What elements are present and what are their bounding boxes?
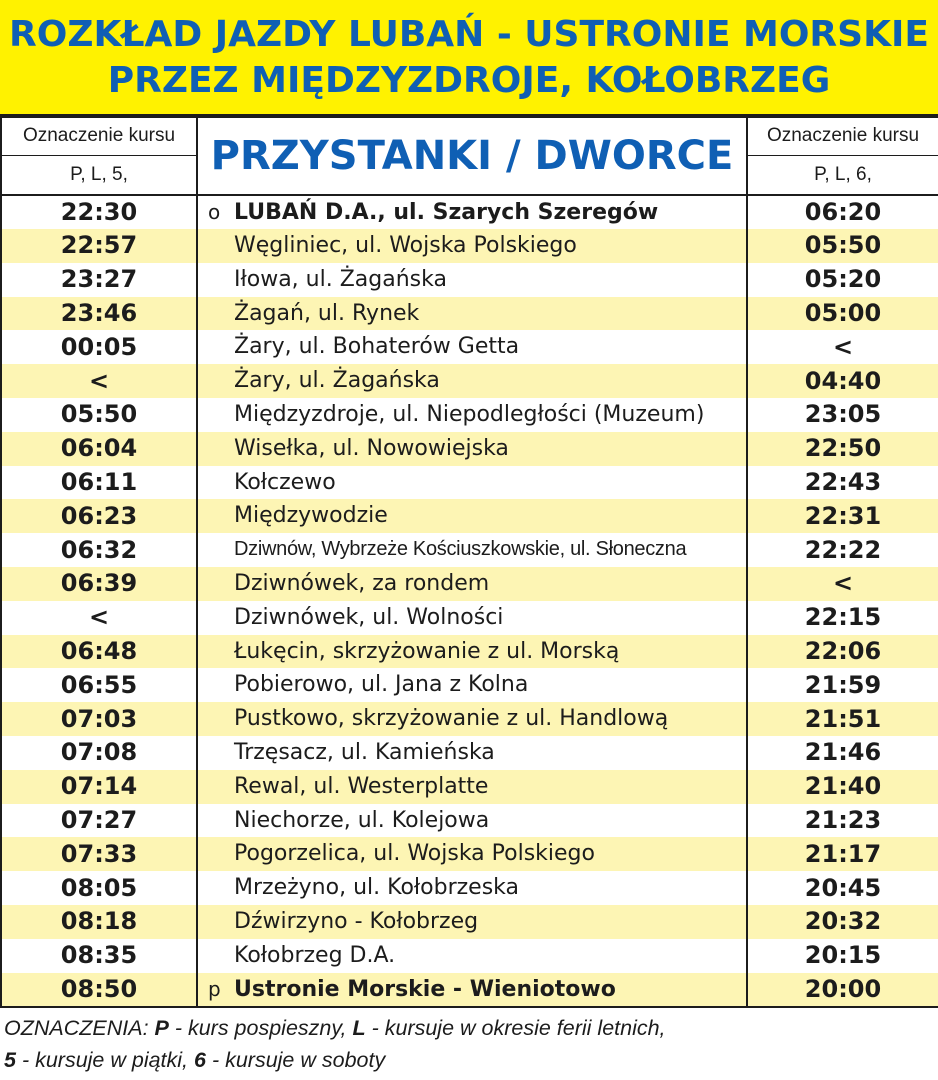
- stop-cell: [197, 330, 747, 364]
- timetable-row: [1, 973, 938, 1007]
- stop-cell: [197, 533, 747, 567]
- legend-key-l: L: [352, 1016, 366, 1040]
- departure-time-outbound: <: [1, 364, 197, 398]
- timetable-row: [1, 297, 938, 331]
- departure-time-return: 21:17: [747, 837, 938, 871]
- stop-name: Pogorzelica, ul. Wojska Polskiego: [234, 841, 595, 867]
- stop-cell: [197, 668, 747, 702]
- departure-time-return: 20:15: [747, 939, 938, 973]
- departure-time-outbound: 08:35: [1, 939, 197, 973]
- departure-time-return: 21:51: [747, 702, 938, 736]
- stop-cell: [197, 398, 747, 432]
- stop-cell: [197, 702, 747, 736]
- stop-cell: [197, 871, 747, 905]
- departure-time-outbound: 07:33: [1, 837, 197, 871]
- stop-name: Węgliniec, ul. Wojska Polskiego: [234, 233, 577, 258]
- departure-time-return: 22:15: [747, 601, 938, 635]
- stop-name: Iłowa, ul. Żagańska: [234, 266, 447, 292]
- stop-cell: [197, 939, 747, 973]
- timetable-row: [1, 432, 938, 466]
- departure-time-return: 05:50: [747, 229, 938, 263]
- stop-name: Mrzeżyno, ul. Kołobrzeska: [234, 875, 520, 901]
- departure-time-outbound: 06:55: [1, 668, 197, 702]
- stop-name: Niechorze, ul. Kolejowa: [234, 807, 490, 833]
- legend-key-p: P: [154, 1016, 169, 1040]
- legend-line-2: [4, 1044, 938, 1076]
- departure-time-outbound: 08:05: [1, 871, 197, 905]
- stop-cell: [197, 263, 747, 297]
- departure-time-outbound: 06:23: [1, 499, 197, 533]
- departure-time-return: 21:40: [747, 770, 938, 804]
- stop-name: Dziwnówek, ul. Wolności: [234, 604, 504, 630]
- departure-time-return: <: [747, 330, 938, 364]
- page-title: ROZKŁAD JAZDY LUBAŃ - USTRONIE MORSKIE: [9, 14, 929, 55]
- departure-time-return: 22:31: [747, 499, 938, 533]
- stop-name: Dziwnów, Wybrzeże Kościuszkowskie, ul. Słoneczna: [234, 538, 687, 561]
- departure-time-outbound: <: [1, 601, 197, 635]
- departure-time-outbound: 07:08: [1, 736, 197, 770]
- timetable-row: [1, 195, 938, 229]
- timetable-row: [1, 229, 938, 263]
- stop-name: Żagań, ul. Rynek: [234, 300, 420, 326]
- departure-time-outbound: 22:57: [1, 229, 197, 263]
- departure-time-return: 22:22: [747, 533, 938, 567]
- stop-cell: [197, 905, 747, 939]
- timetable-row: [1, 804, 938, 838]
- departure-time-return: 21:23: [747, 804, 938, 838]
- departure-time-return: 22:50: [747, 432, 938, 466]
- departure-time-return: <: [747, 567, 938, 601]
- departure-time-return: 20:00: [747, 973, 938, 1007]
- timetable-header: [0, 0, 938, 116]
- timetable-row: [1, 499, 938, 533]
- legend-line-1: [4, 1012, 938, 1044]
- header-row: [1, 117, 938, 155]
- right-course-label: Oznaczenie kursu: [747, 117, 938, 155]
- stop-name: Pobierowo, ul. Jana z Kolna: [234, 672, 529, 698]
- legend-text-6: - kursuje w soboty: [205, 1048, 386, 1072]
- timetable-row: [1, 601, 938, 635]
- timetable-row: [1, 837, 938, 871]
- stop-name: LUBAŃ D.A., ul. Szarych Szeregów: [234, 200, 659, 225]
- departure-time-outbound: 07:03: [1, 702, 197, 736]
- departure-time-return: 06:20: [747, 195, 938, 229]
- departure-time-outbound: 07:14: [1, 770, 197, 804]
- timetable-row: [1, 736, 938, 770]
- stop-name: Dźwirzyno - Kołobrzeg: [234, 908, 479, 934]
- departure-time-return: 05:00: [747, 297, 938, 331]
- timetable-row: [1, 702, 938, 736]
- stop-name: Trzęsacz, ul. Kamieńska: [234, 739, 495, 765]
- departure-time-outbound: 00:05: [1, 330, 197, 364]
- left-course-label: Oznaczenie kursu: [1, 117, 197, 155]
- stop-name: Międzywodzie: [234, 503, 388, 529]
- stop-cell: [197, 973, 747, 1007]
- stop-name: Łukęcin, skrzyżowanie z ul. Morską: [234, 638, 620, 664]
- timetable-row: [1, 466, 938, 500]
- departure-time-return: 20:45: [747, 871, 938, 905]
- stop-name: Kołobrzeg D.A.: [234, 942, 396, 968]
- departure-time-return: 22:43: [747, 466, 938, 500]
- departure-time-outbound: 06:11: [1, 466, 197, 500]
- departure-time-outbound: 23:27: [1, 263, 197, 297]
- stop-cell: [197, 195, 747, 229]
- stop-marker: p: [208, 976, 221, 1001]
- timetable-row: [1, 567, 938, 601]
- stop-cell: [197, 567, 747, 601]
- stop-cell: [197, 635, 747, 669]
- stop-cell: [197, 770, 747, 804]
- stop-name: Żary, ul. Bohaterów Getta: [234, 334, 520, 360]
- departure-time-outbound: 06:39: [1, 567, 197, 601]
- departure-time-return: 21:46: [747, 736, 938, 770]
- legend-text-l: - kursuje w okresie ferii letnich,: [365, 1016, 666, 1040]
- stop-cell: [197, 499, 747, 533]
- legend-prefix: OZNACZENIA:: [4, 1016, 155, 1040]
- stop-cell: [197, 804, 747, 838]
- legend-key-5: 5: [4, 1048, 16, 1072]
- stop-cell: [197, 297, 747, 331]
- departure-time-return: 05:20: [747, 263, 938, 297]
- stop-name: Ustronie Morskie - Wieniotowo: [234, 976, 616, 1002]
- legend: [0, 1012, 938, 1076]
- legend-key-6: 6: [194, 1048, 206, 1072]
- timetable-row: [1, 364, 938, 398]
- timetable-row: [1, 635, 938, 669]
- departure-time-return: 23:05: [747, 398, 938, 432]
- departure-time-return: 04:40: [747, 364, 938, 398]
- timetable-row: [1, 533, 938, 567]
- stop-cell: [197, 736, 747, 770]
- departure-time-outbound: 08:50: [1, 973, 197, 1007]
- left-course-code: P, L, 5,: [1, 155, 197, 195]
- departure-time-return: 20:32: [747, 905, 938, 939]
- timetable-row: [1, 668, 938, 702]
- stop-cell: [197, 837, 747, 871]
- departure-time-outbound: 06:32: [1, 533, 197, 567]
- timetable-row: [1, 330, 938, 364]
- departure-time-outbound: 06:48: [1, 635, 197, 669]
- departure-time-return: 22:06: [747, 635, 938, 669]
- timetable-row: [1, 263, 938, 297]
- stop-name: Rewal, ul. Westerplatte: [234, 773, 489, 799]
- stop-cell: [197, 229, 747, 263]
- timetable-row: [1, 398, 938, 432]
- legend-text-p: - kurs pospieszny,: [168, 1016, 353, 1040]
- stop-cell: [197, 364, 747, 398]
- timetable-row: [1, 770, 938, 804]
- legend-text-5: - kursuje w piątki,: [15, 1048, 194, 1072]
- stop-name: Kołczewo: [234, 469, 336, 495]
- departure-time-return: 21:59: [747, 668, 938, 702]
- timetable-row: [1, 871, 938, 905]
- departure-time-outbound: 22:30: [1, 195, 197, 229]
- departure-time-outbound: 08:18: [1, 905, 197, 939]
- stop-name: Pustkowo, skrzyżowanie z ul. Handlową: [234, 706, 669, 732]
- stop-cell: [197, 466, 747, 500]
- page-subtitle: PRZEZ MIĘDZYZDROJE, KOŁOBRZEG: [107, 60, 831, 101]
- departure-time-outbound: 05:50: [1, 398, 197, 432]
- stop-cell: [197, 432, 747, 466]
- stop-marker: o: [208, 200, 221, 224]
- stop-name: Dziwnówek, za rondem: [234, 570, 490, 596]
- departure-time-outbound: 23:46: [1, 297, 197, 331]
- stop-name: Międzyzdroje, ul. Niepodległości (Muzeum): [234, 401, 705, 427]
- departure-time-outbound: 06:04: [1, 432, 197, 466]
- stop-name: Żary, ul. Żagańska: [234, 368, 440, 394]
- right-course-code: P, L, 6,: [747, 155, 938, 195]
- timetable-row: [1, 905, 938, 939]
- stop-cell: [197, 601, 747, 635]
- timetable: [0, 116, 938, 1008]
- stop-name: Wisełka, ul. Nowowiejska: [234, 435, 509, 461]
- stops-column-header: PRZYSTANKI / DWORCE: [197, 117, 747, 195]
- timetable-row: [1, 939, 938, 973]
- departure-time-outbound: 07:27: [1, 804, 197, 838]
